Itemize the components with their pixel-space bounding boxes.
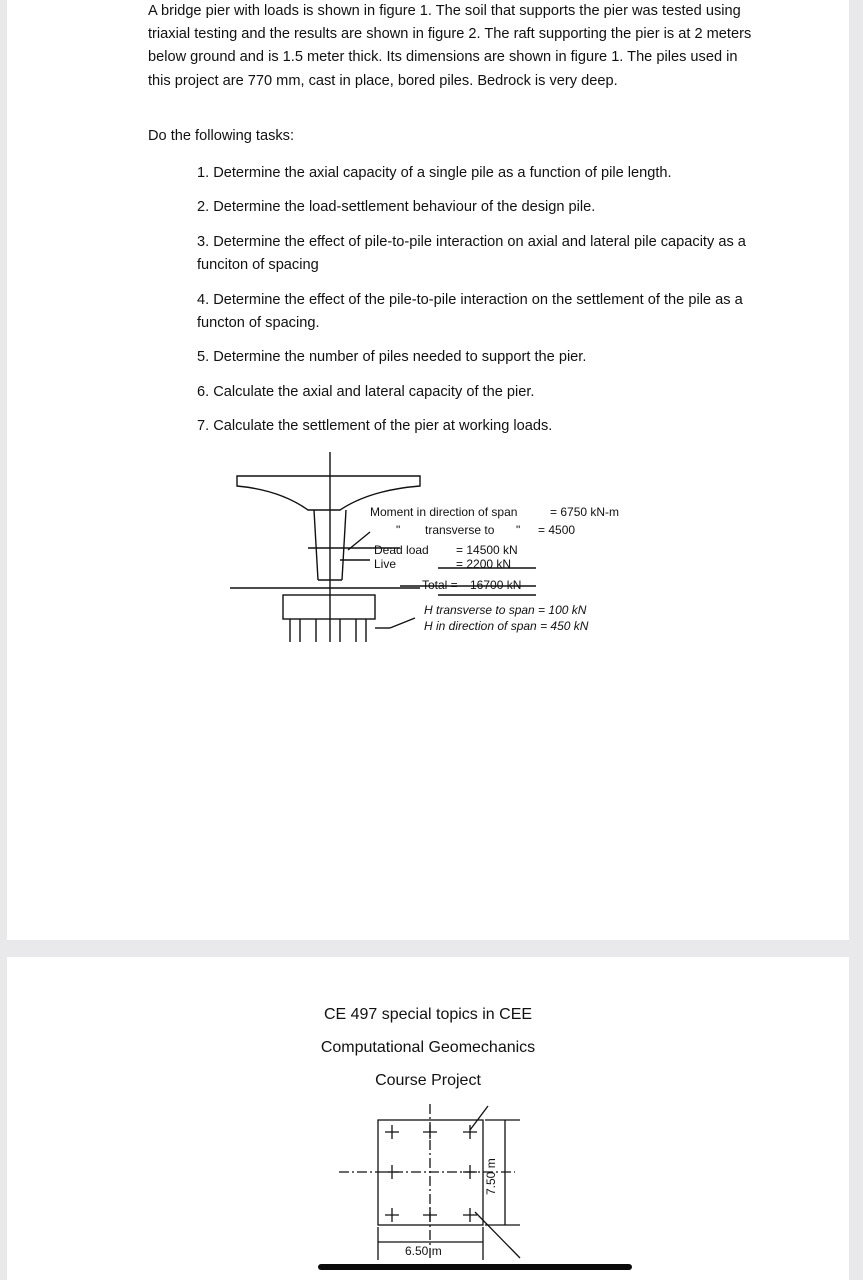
task-item: 7. Calculate the settlement of the pier at working loads. bbox=[197, 418, 553, 434]
figure-2-raft-layout bbox=[325, 1100, 535, 1265]
figure-1-bridge-pier bbox=[220, 450, 650, 650]
dead-load-value: = 14500 kN bbox=[456, 543, 518, 557]
live-load-label: Live bbox=[374, 557, 397, 571]
course-code: CE 497 special topics in CEE bbox=[323, 1006, 533, 1023]
task-item: 3. Determine the effect of pile-to-pile interaction on axial and lateral pile capacity as a funciton of spacing bbox=[197, 234, 746, 273]
h-span-label: H in direction of span = 450 kN bbox=[424, 619, 589, 633]
task-item: 4. Determine the effect of the pile-to-pile interaction on the settlement of the pile as a functon of spacing. bbox=[197, 292, 743, 331]
moment-span-label: Moment in direction of span bbox=[370, 505, 518, 519]
width-dimension: 6.50 m bbox=[405, 1244, 442, 1258]
moment-transverse-value: = 4500 bbox=[538, 523, 576, 537]
ditto-mark: " bbox=[396, 523, 401, 537]
course-title: Computational Geomechanics bbox=[320, 1039, 536, 1056]
task-item: 5. Determine the number of piles needed to support the pier. bbox=[197, 349, 587, 365]
ditto-mark: " bbox=[516, 523, 521, 537]
course-project: Course Project bbox=[375, 1072, 481, 1089]
dead-load-label: Dead load bbox=[374, 543, 429, 557]
total-load-value: 16700 kN bbox=[470, 578, 522, 592]
h-transverse-label: H transverse to span = 100 kN bbox=[424, 603, 587, 617]
intro-paragraph: A bridge pier with loads is shown in figure 1. The soil that supports the pier was tested using triaxial testing and the results are shown in figure 2. The raft supporting the pier is at 2 meters below ground and is 1.5 meter thick. Its dimensions are shown in figure 1. The piles used in this project are 770 mm, cast in place, bored piles. Bedrock is very deep. bbox=[148, 3, 752, 89]
task-item: 1. Determine the axial capacity of a single pile as a function of pile length. bbox=[197, 165, 672, 181]
total-load-label: Total = bbox=[422, 578, 458, 592]
task-item: 6. Calculate the axial and lateral capacity of the pier. bbox=[197, 384, 535, 400]
home-indicator-bar[interactable] bbox=[318, 1264, 632, 1270]
transverse-label: transverse to bbox=[425, 523, 495, 537]
live-load-value: = 2200 kN bbox=[456, 557, 512, 571]
tasks-heading: Do the following tasks: bbox=[148, 128, 295, 144]
task-item: 2. Determine the load-settlement behaviour of the design pile. bbox=[197, 199, 596, 215]
height-dimension: 7.50 m bbox=[484, 1158, 498, 1195]
moment-span-value: = 6750 kN-m bbox=[550, 505, 620, 519]
